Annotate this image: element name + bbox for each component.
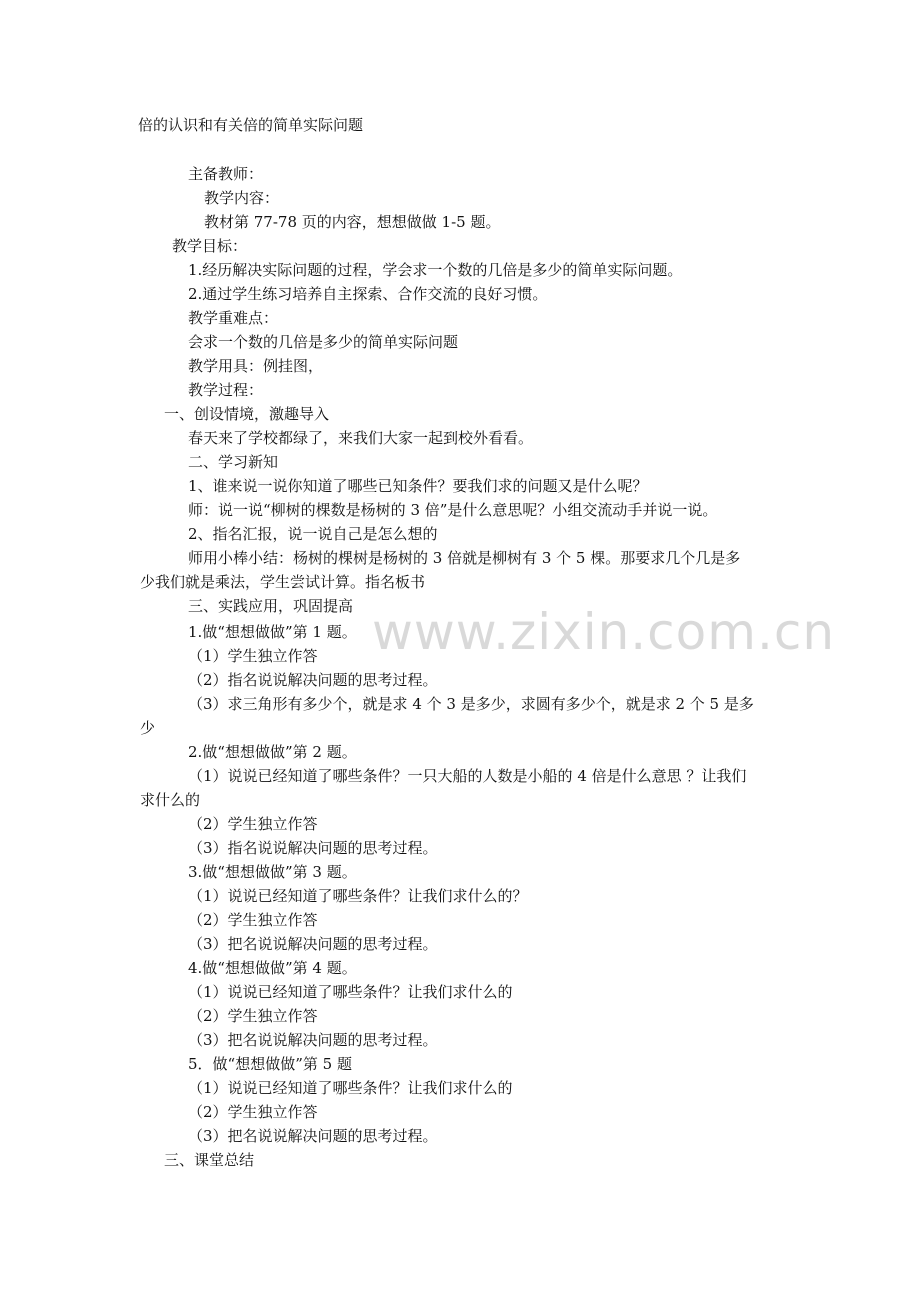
section-heading: 三、实践应用，巩固提高 xyxy=(188,597,354,615)
document-title: 倍的认识和有关倍的简单实际问题 xyxy=(138,116,364,134)
text-line: （2）学生独立作答 xyxy=(188,1103,318,1121)
text-line: 2.通过学生练习培养自主探索、合作交流的良好习惯。 xyxy=(188,285,548,303)
text-line: 师：说一说“柳树的棵数是杨树的 3 倍”是什么意思呢？小组交流动手并说一说。 xyxy=(188,501,718,519)
text-line: 1、谁来说一说你知道了哪些已知条件？要我们求的问题又是什么呢？ xyxy=(188,477,648,495)
text-line: （1）说说已经知道了哪些条件？让我们求什么的 xyxy=(188,1079,513,1097)
text-line: （2）学生独立作答 xyxy=(188,1007,318,1025)
text-line: 2、指名汇报，说一说自己是怎么想的 xyxy=(188,525,438,543)
text-line: 4.做“想想做做”第 4 题。 xyxy=(188,959,357,977)
text-line: （3）把名说说解决问题的思考过程。 xyxy=(188,1031,438,1049)
text-line: 少我们就是乘法，学生尝试计算。指名板书 xyxy=(140,573,426,591)
text-line: （3）把名说说解决问题的思考过程。 xyxy=(188,935,438,953)
text-line: 主备教师： xyxy=(188,165,264,183)
text-line: 教学内容： xyxy=(204,189,280,207)
text-line: 求什么的 xyxy=(140,791,201,809)
text-line: （2）学生独立作答 xyxy=(188,815,318,833)
section-heading: 三、课堂总结 xyxy=(164,1151,255,1169)
text-line: 春天来了学校都绿了，来我们大家一起到校外看看。 xyxy=(188,429,534,447)
text-line: （3）指名说说解决问题的思考过程。 xyxy=(188,839,438,857)
text-line: 1.经历解决实际问题的过程，学会求一个数的几倍是多少的简单实际问题。 xyxy=(188,261,683,279)
text-line: 1.做“想想做做”第 1 题。 xyxy=(188,623,357,641)
section-heading: 二、学习新知 xyxy=(188,453,279,471)
text-line: 会求一个数的几倍是多少的简单实际问题 xyxy=(188,333,459,351)
text-line: 教材第 77-78 页的内容，想想做做 1-5 题。 xyxy=(204,213,501,231)
text-line: （3）把名说说解决问题的思考过程。 xyxy=(188,1127,438,1145)
text-line: 教学过程： xyxy=(188,381,264,399)
text-line: （1）说说已经知道了哪些条件？一只大船的人数是小船的 4 倍是什么意思 ？让我们 xyxy=(188,767,747,785)
text-line: （1）说说已经知道了哪些条件？让我们求什么的 xyxy=(188,983,513,1001)
text-line: 教学目标： xyxy=(172,237,248,255)
section-heading: 一、创设情境，激趣导入 xyxy=(164,405,330,423)
text-line: 师用小棒小结：杨树的棵树是杨树的 3 倍就是柳树有 3 个 5 棵。那要求几个几是多 xyxy=(188,549,741,567)
text-line: （2）学生独立作答 xyxy=(188,911,318,929)
text-line: 教学用具：例挂图， xyxy=(188,357,324,375)
text-line: 3.做“想想做做”第 3 题。 xyxy=(188,863,357,881)
text-line: 5．做“想想做做”第 5 题 xyxy=(188,1055,352,1073)
text-line: 教学重难点： xyxy=(188,309,279,327)
text-line: 少 xyxy=(140,719,156,737)
text-line: （3）求三角形有多少个，就是求 4 个 3 是多少，求圆有多少个，就是求 2 个 5 是多 xyxy=(188,695,754,713)
watermark: www.zixin.com.cn xyxy=(372,603,836,661)
text-line: （2）指名说说解决问题的思考过程。 xyxy=(188,671,438,689)
text-line: 2.做“想想做做”第 2 题。 xyxy=(188,743,357,761)
text-line: （1）学生独立作答 xyxy=(188,647,318,665)
text-line: （1）说说已经知道了哪些条件？让我们求什么的？ xyxy=(188,887,528,905)
